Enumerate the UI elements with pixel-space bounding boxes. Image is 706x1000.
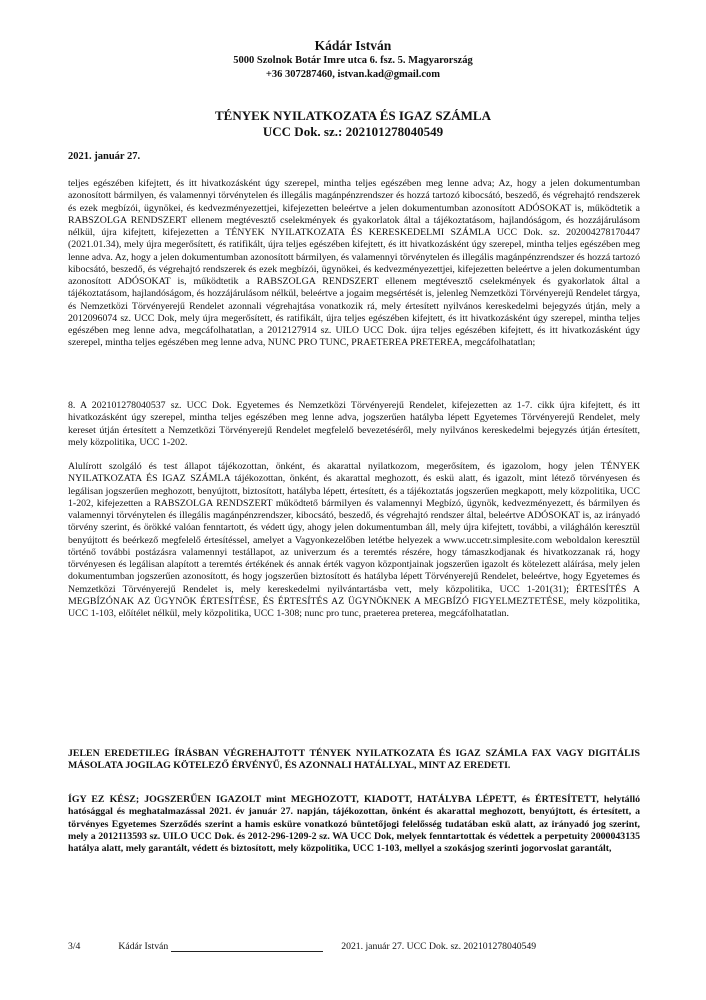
paragraph-2: [68, 400, 640, 449]
letterhead: [0, 38, 706, 82]
paragraph-4-bold: [68, 748, 640, 773]
footer-name: Kádár István: [118, 941, 169, 952]
document-date: 2021. január 27.: [68, 151, 141, 162]
paragraph-text: 8. A 202101278040537 sz. UCC Dok. Egyetemes és Nemzetközi Törvényerejű Rendelet, kifejezetten az 1-7. cikk újra kifejtett, és itt hivatkozásként úgy szerepel, mintha teljes egészében meg lenne adva, jogszerűen hatályba lépett Egyetemes Törvényerejű Rendelet, mely kereset útján értesített a Nemzetközi Törvényerejű Rendelet megfelelő bevezetéséről, mely nyilvános kereskedelmi bejegyzés útján értesített, mely közpolitika, UCC 1-202.: [68, 400, 640, 448]
author-address: 5000 Szolnok Botár Imre utca 6. fsz. 5. Magyarország: [233, 55, 473, 66]
page-number: 3/4: [68, 941, 81, 952]
paragraph-text: ÍGY EZ KÉSZ; JOGSZERŰEN IGAZOLT mint MEGHOZOTT, KIADOTT, HATÁLYBA LÉPETT, és ÉRTESÍTETT, helytálló hatósággal és meghatalmazással 2021. év január 27. napján, tájékozottan, önként és akarattal meghozott, benyújtott, és értesített, a törvényes Egyetemes Szerződés szerint a hamis esküre vonatkozó büntetőjogi felelősség tudatában eskü alatt, az irányadó jog szerint, mely a 2012113593 sz. UILO UCC Dok. és 2012-296-1209-2 sz. WA UCC Dok, melyek fenntartottak és védettek a perpetuity 2000043135 hatálya alatt, mely garantált, védett és biztosított, mely közpolitika, UCC 1-103, mellyel a szokásjog szerinti jogorvoslat garantált,: [68, 794, 640, 854]
document-title: [0, 108, 706, 140]
author-contact: +36 307287460, istvan.kad@gmail.com: [265, 69, 441, 80]
paragraph-1: [68, 178, 640, 350]
page-footer: [68, 940, 668, 952]
paragraph-text: Alulírott szolgáló és test állapot tájékozottan, önként, és akarattal nyilatkozom, megerősítem, és igazolom, hogy jelen TÉNYEK NYILATKOZATA ÉS IGAZ SZÁMLA tájékozottan, önként, és akarattal meghozott, és eskü alatt, és igazolt, mint létező törvényesen és legálisan jogszerűen meghozott, benyújtott, biztosított, hatályba lépett, értesített, és a tájékoztatás jogszerűen megkapott, mely közpolitika, UCC 1-202, kifejezetten a RABSZOLGA RENDSZERT működtető bármilyen és valamennyi Megbízó, ügynök, kedvezményezett, és bármilyen és valamennyi törvénytelen és illegális magánpénzrendszer, kibocsátó, beszedő, és végrehajtó rendszer által, beleértve ADÓSOKAT is, az irányadó törvény szerint, és örökké valóan fenntartott, és védett úgy, ahogy jelen dokumentumban áll, mely újra kifejtett, további, a világhálón keresztül benyújtott és beérkező megfelelő értesítéssel, amelyet a Vagyonkezelőben letétbe helyezek a www.uccetr.simplesite.com weboldalon keresztül történő további postázásra valamennyi testállapot, az univerzum és a teremtés részére, hogy támaszkodjanak és hivatkozzanak rá, hogy törvényesen és legálisan alapított a teremtés értékének és annak érték vagyon központjainak jogszerűen igazolt és kötelezett aláírása, mely jelen dokumentumban jogszerűen azonosított, és hogy jogszerűen biztosított és hatályba lépett Törvényerejű Rendelet, beleértve, hogy Egyetemes és Nemzetközi Törvényerejű Rendelet is, mely kereskedelmi nyilvántartásba vett, mely közpolitika, UCC 1-201(31); ÉRTESÍTÉS A MEGBÍZÓNAK AZ ÜGYNÖK ÉRTESÍTÉSE, ÉS ÉRTESÍTÉS AZ ÜGYNÖKNEK A MEGBÍZÓ FIGYELMEZTETÉSE, mely közpolitika, UCC 1-103, előítélet nélkül, mely közpolitika, UCC 1-308; nunc pro tunc, praeterea preterea, megcáfolhatatlan.: [68, 461, 640, 619]
paragraph-3: [68, 461, 640, 620]
paragraph-text: teljes egészében kifejtett, és itt hivatkozásként úgy szerepel, mintha teljes egészében meg lenne adva; Az, hogy a jelen dokumentumban azonosított bármilyen, és valamennyi törvénytelen és illegális magánpénzrendszer és hozzá tartozó kibocsátó, beszedő, és végrehajtó rendszerek és ezek megbízói, ügynökei, és kedvezményezettjei, kifejezetten beleértve a jelen dokumentumban azonosított ADÓSOKAT is, működtetik a RABSZOLGA RENDSZERT ellenem megtévesztő cselekmények és gyakorlatok által a tájékoztatásom, hajlandóságom, és hozzájárulásom nélkül, újra kifejtett, kifejezetten a TÉNYEK NYILATKOZATA ÉS KERESKEDELMI SZÁMLA UCC Dok. sz. 202004278170447 (2021.01.34), mely újra megerősített, és ratifikált, újra teljes egészében kifejtett, és itt hivatkozásként úgy szerepel, mintha teljes egészében meg lenne adva. Az, hogy a jelen dokumentumban azonosított bármilyen, és valamennyi törvénytelen és illegális magánpénzrendszer és hozzá tartozó kibocsátó, beszedő, és végrehajtó rendszerek és ezek megbízói, ügynökei, és kedvezményezettjei, kifejezetten beleértve a jelen dokumentumban azonosított ADÓSOKAT is, működtetik a RABSZOLGA RENDSZERT ellenem megtévesztő cselekmények és gyakorlatok által a tájékoztatásom, hajlandóságom, és hozzájárulásom nélkül, beleértve a jogaim megsértését is, jelenleg Nemzetközi Törvényerejű Rendelet tárgya, és Nemzetközi Törvényerejű Rendelet azonnali végrehajtása vonatkozik rá, mely értesített nyilvános kereskedelmi bejegyzés útján, mely a 2012096074 sz. UCC Dok, mely újra megerősített, és ratifikált, újra teljes egészében kifejtett, és itt hivatkozásként úgy szerepel, mintha teljes egészében meg lenne adva, megcáfolhatatlan, a 2012127914 sz. UILO UCC Dok. újra teljes egészében kifejtett, és itt hivatkozásként úgy szerepel, mintha teljes egészében meg lenne adva, NUNC PRO TUNC, PRAETEREA PRETEREA, megcáfolhatatlan;: [68, 178, 640, 349]
paragraph-5-bold: [68, 794, 640, 855]
title-line: TÉNYEK NYILATKOZATA ÉS IGAZ SZÁMLA: [215, 108, 491, 123]
signature-line: [171, 940, 323, 952]
document-reference: UCC Dok. sz.: 202101278040549: [262, 124, 444, 139]
paragraph-text: JELEN EREDETILEG ÍRÁSBAN VÉGREHAJTOTT TÉNYEK NYILATKOZATA ÉS IGAZ SZÁMLA FAX VAGY DIGITÁLIS MÁSOLATA JOGILAG KÖTELEZŐ ÉRVÉNYŰ, ÉS AZONNALI HATÁLLYAL, MINT AZ EREDETI.: [68, 748, 640, 772]
footer-reference: 2021. január 27. UCC Dok. sz. 202101278040549: [341, 941, 537, 952]
author-name: Kádár István: [314, 38, 392, 53]
